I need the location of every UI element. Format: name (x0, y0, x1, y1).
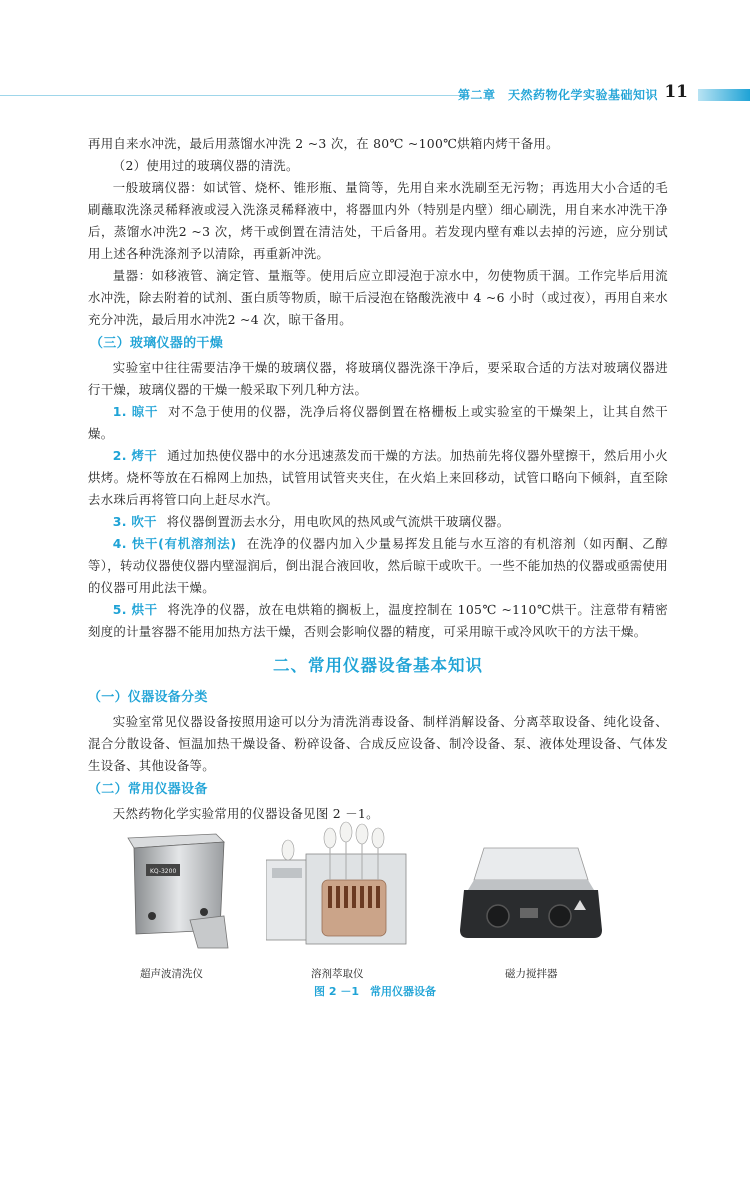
header-rule (0, 95, 470, 96)
item-keyword: 4. 快干(有机溶剂法) (112, 536, 237, 551)
chapter-section-heading: 二、常用仪器设备基本知识 (273, 656, 483, 675)
list-item (88, 401, 668, 445)
item-text: 通过加热使仪器中的水分迅速蒸发而干燥的方法。加热前先将仪器外壁擦干，然后用小火烘烤。烧杯等放在石棉网上加热，试管用试管夹夹住，在火焰上来回移动，试管口略向下倾斜，直至除去水珠后再将管口向上赶尽水汽。 (88, 448, 668, 507)
item-text: 对不急于使用的仪器，洗净后将仪器倒置在格栅板上或实验室的干燥架上，让其自然干燥。 (88, 404, 668, 441)
paragraph: 量器：如移液管、滴定管、量瓶等。使用后应立即浸泡于凉水中，勿使物质干涸。工作完毕后用流水冲洗，除去附着的试剂、蛋白质等物质，晾干后浸泡在铬酸洗液中 4 ~6 小时（或过夜），再用自来水充分冲洗，最后用水冲洗2 ~4 次，晾干备用。 (88, 268, 668, 327)
paragraph: 再用自来水冲洗，最后用蒸馏水冲洗 2 ~3 次，在 80℃ ~100℃烘箱内烤干备用。 (88, 136, 559, 151)
list-item (88, 445, 668, 511)
section-heading: （一）仪器设备分类 (88, 690, 208, 705)
chapter-title: 第二章 天然药物化学实验基础知识 (457, 88, 658, 102)
magnetic-stirrer-image (454, 838, 604, 948)
figure-label: 溶剂萃取仪 (311, 968, 364, 980)
item-keyword: 2. 烤干 (112, 448, 158, 463)
page-body (88, 133, 668, 825)
paragraph: 一般玻璃仪器：如试管、烧杯、锥形瓶、量筒等，先用自来水洗刷至无污物；再选用大小合适的毛刷蘸取洗涤灵稀释液或浸入洗涤灵稀释液中，将器皿内外（特别是内壁）细心刷洗，用自来水冲洗干净后，蒸馏水冲洗2 ~3 次，烤干或倒置在清洁处，干后备用。若发现内壁有难以去掉的污迹，应分别试用上述各种洗涤剂予以清除，再重新冲洗。 (88, 180, 668, 261)
item-text: 将仪器倒置沥去水分，用电吹风的热风或气流烘干玻璃仪器。 (166, 514, 510, 529)
header-accent-bar (698, 89, 750, 101)
solvent-extractor-image (266, 820, 412, 952)
item-keyword: 3. 吹干 (112, 514, 157, 529)
figure-caption: 图 2 －1 常用仪器设备 (314, 985, 436, 998)
figure-label: 超声波清洗仪 (140, 968, 203, 980)
section-heading: （二）常用仪器设备 (88, 782, 208, 797)
item-keyword: 1. 晾干 (112, 404, 159, 419)
page-header (0, 84, 750, 106)
item-text: 将洗净的仪器，放在电烘箱的搁板上，温度控制在 105℃ ~110℃烘干。注意带有精密刻度的计量容器不能用加热方法干燥，否则会影响仪器的精度，可采用晾干或冷风吹干的方法干燥。 (88, 602, 668, 639)
page-number: 11 (664, 82, 688, 102)
list-item (88, 511, 668, 533)
paragraph: 实验室常见仪器设备按照用途可以分为清洗消毒设备、制样消解设备、分离萃取设备、纯化设备、混合分散设备、恒温加热干燥设备、粉碎设备、合成反应设备、制冷设备、泵、液体处理设备、气体发生设备、其他设备等。 (88, 714, 668, 773)
device-brand-text: KQ-3200 (150, 868, 177, 875)
ultrasonic-cleaner-image (120, 820, 232, 950)
paragraph: 实验室中往往需要洁净干燥的玻璃仪器，将玻璃仪器洗涤干净后，要采取合适的方法对玻璃仪器进行干燥，玻璃仪器的干燥一般采取下列几种方法。 (88, 360, 668, 397)
paragraph: 天然药物化学实验常用的仪器设备见图 2 －1。 (112, 806, 379, 821)
item-text: 在洗净的仪器内加入少量易挥发且能与水互溶的有机溶剂（如丙酮、乙醇等），转动仪器使仪器内壁湿润后，倒出混合液回收，然后晾干或吹干。一些不能加热的仪器或亟需使用的仪器可用此法干燥。 (88, 536, 668, 595)
paragraph: （2）使用过的玻璃仪器的清洗。 (112, 158, 299, 173)
list-item (88, 599, 668, 643)
figure-label: 磁力搅拌器 (505, 968, 558, 980)
item-keyword: 5. 烘干 (112, 602, 158, 617)
section-heading: （三）玻璃仪器的干燥 (90, 336, 224, 351)
list-item (88, 533, 668, 599)
figure-2-1 (0, 820, 750, 1010)
